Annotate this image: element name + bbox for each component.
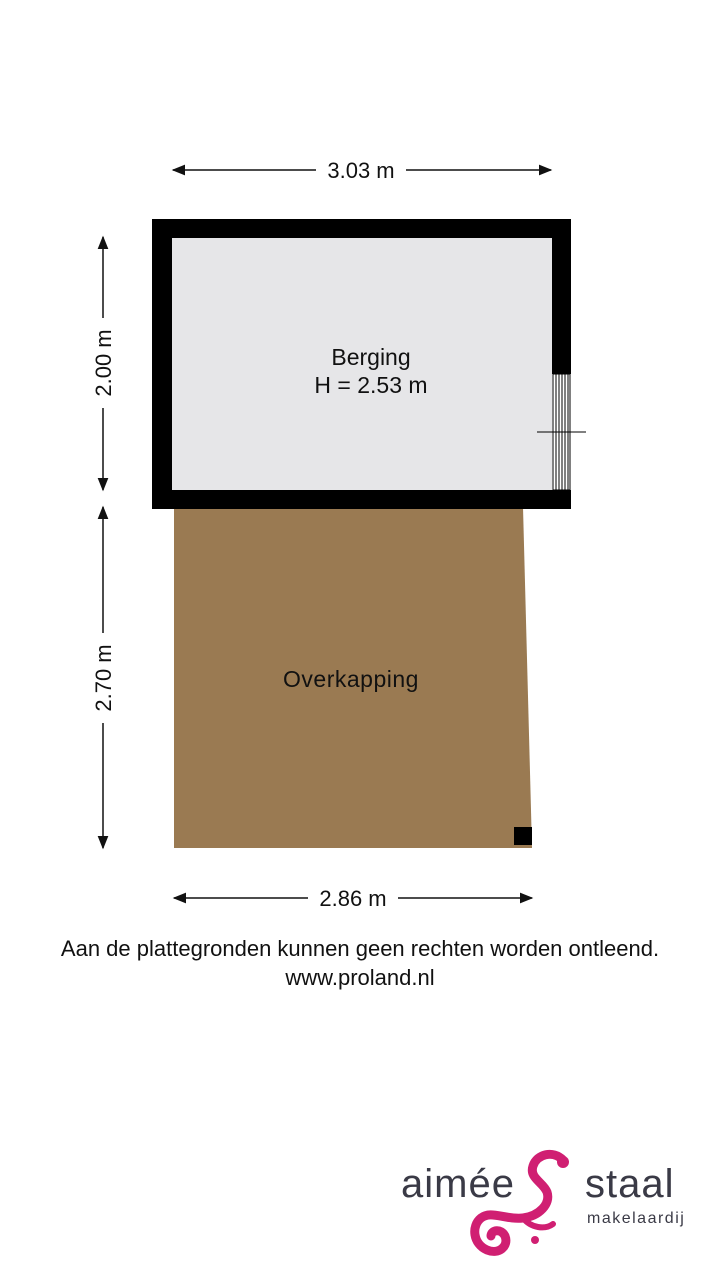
dimension-label-storage-depth: 2.00 m — [91, 329, 116, 397]
dimension-canopy-depth — [91, 507, 116, 848]
brand-logo — [395, 1148, 705, 1263]
dimension-label-bottom: 2.86 m — [319, 886, 387, 911]
disclaimer-text: Aan de plattegronden kunnen geen rechten worden ontleend. — [60, 936, 660, 961]
dimension-top — [173, 158, 551, 183]
dimension-label-canopy-depth: 2.70 m — [91, 644, 116, 712]
support-post — [514, 827, 532, 845]
canopy-room-name: Overkapping — [283, 666, 419, 692]
dimension-bottom — [174, 886, 532, 911]
logo-tagline: makelaardij — [587, 1210, 686, 1227]
dimension-storage-depth — [91, 237, 116, 490]
swirl-ornament-icon — [465, 1148, 575, 1263]
dimension-label-top: 3.03 m — [327, 158, 395, 183]
logo-word-staal: staal — [585, 1162, 675, 1206]
storage-room-name: Berging — [331, 344, 411, 370]
logo-word-aimee: aimée — [401, 1162, 515, 1206]
storage-room-height: H = 2.53 m — [314, 372, 428, 398]
website-text: www.proland.nl — [285, 965, 435, 990]
